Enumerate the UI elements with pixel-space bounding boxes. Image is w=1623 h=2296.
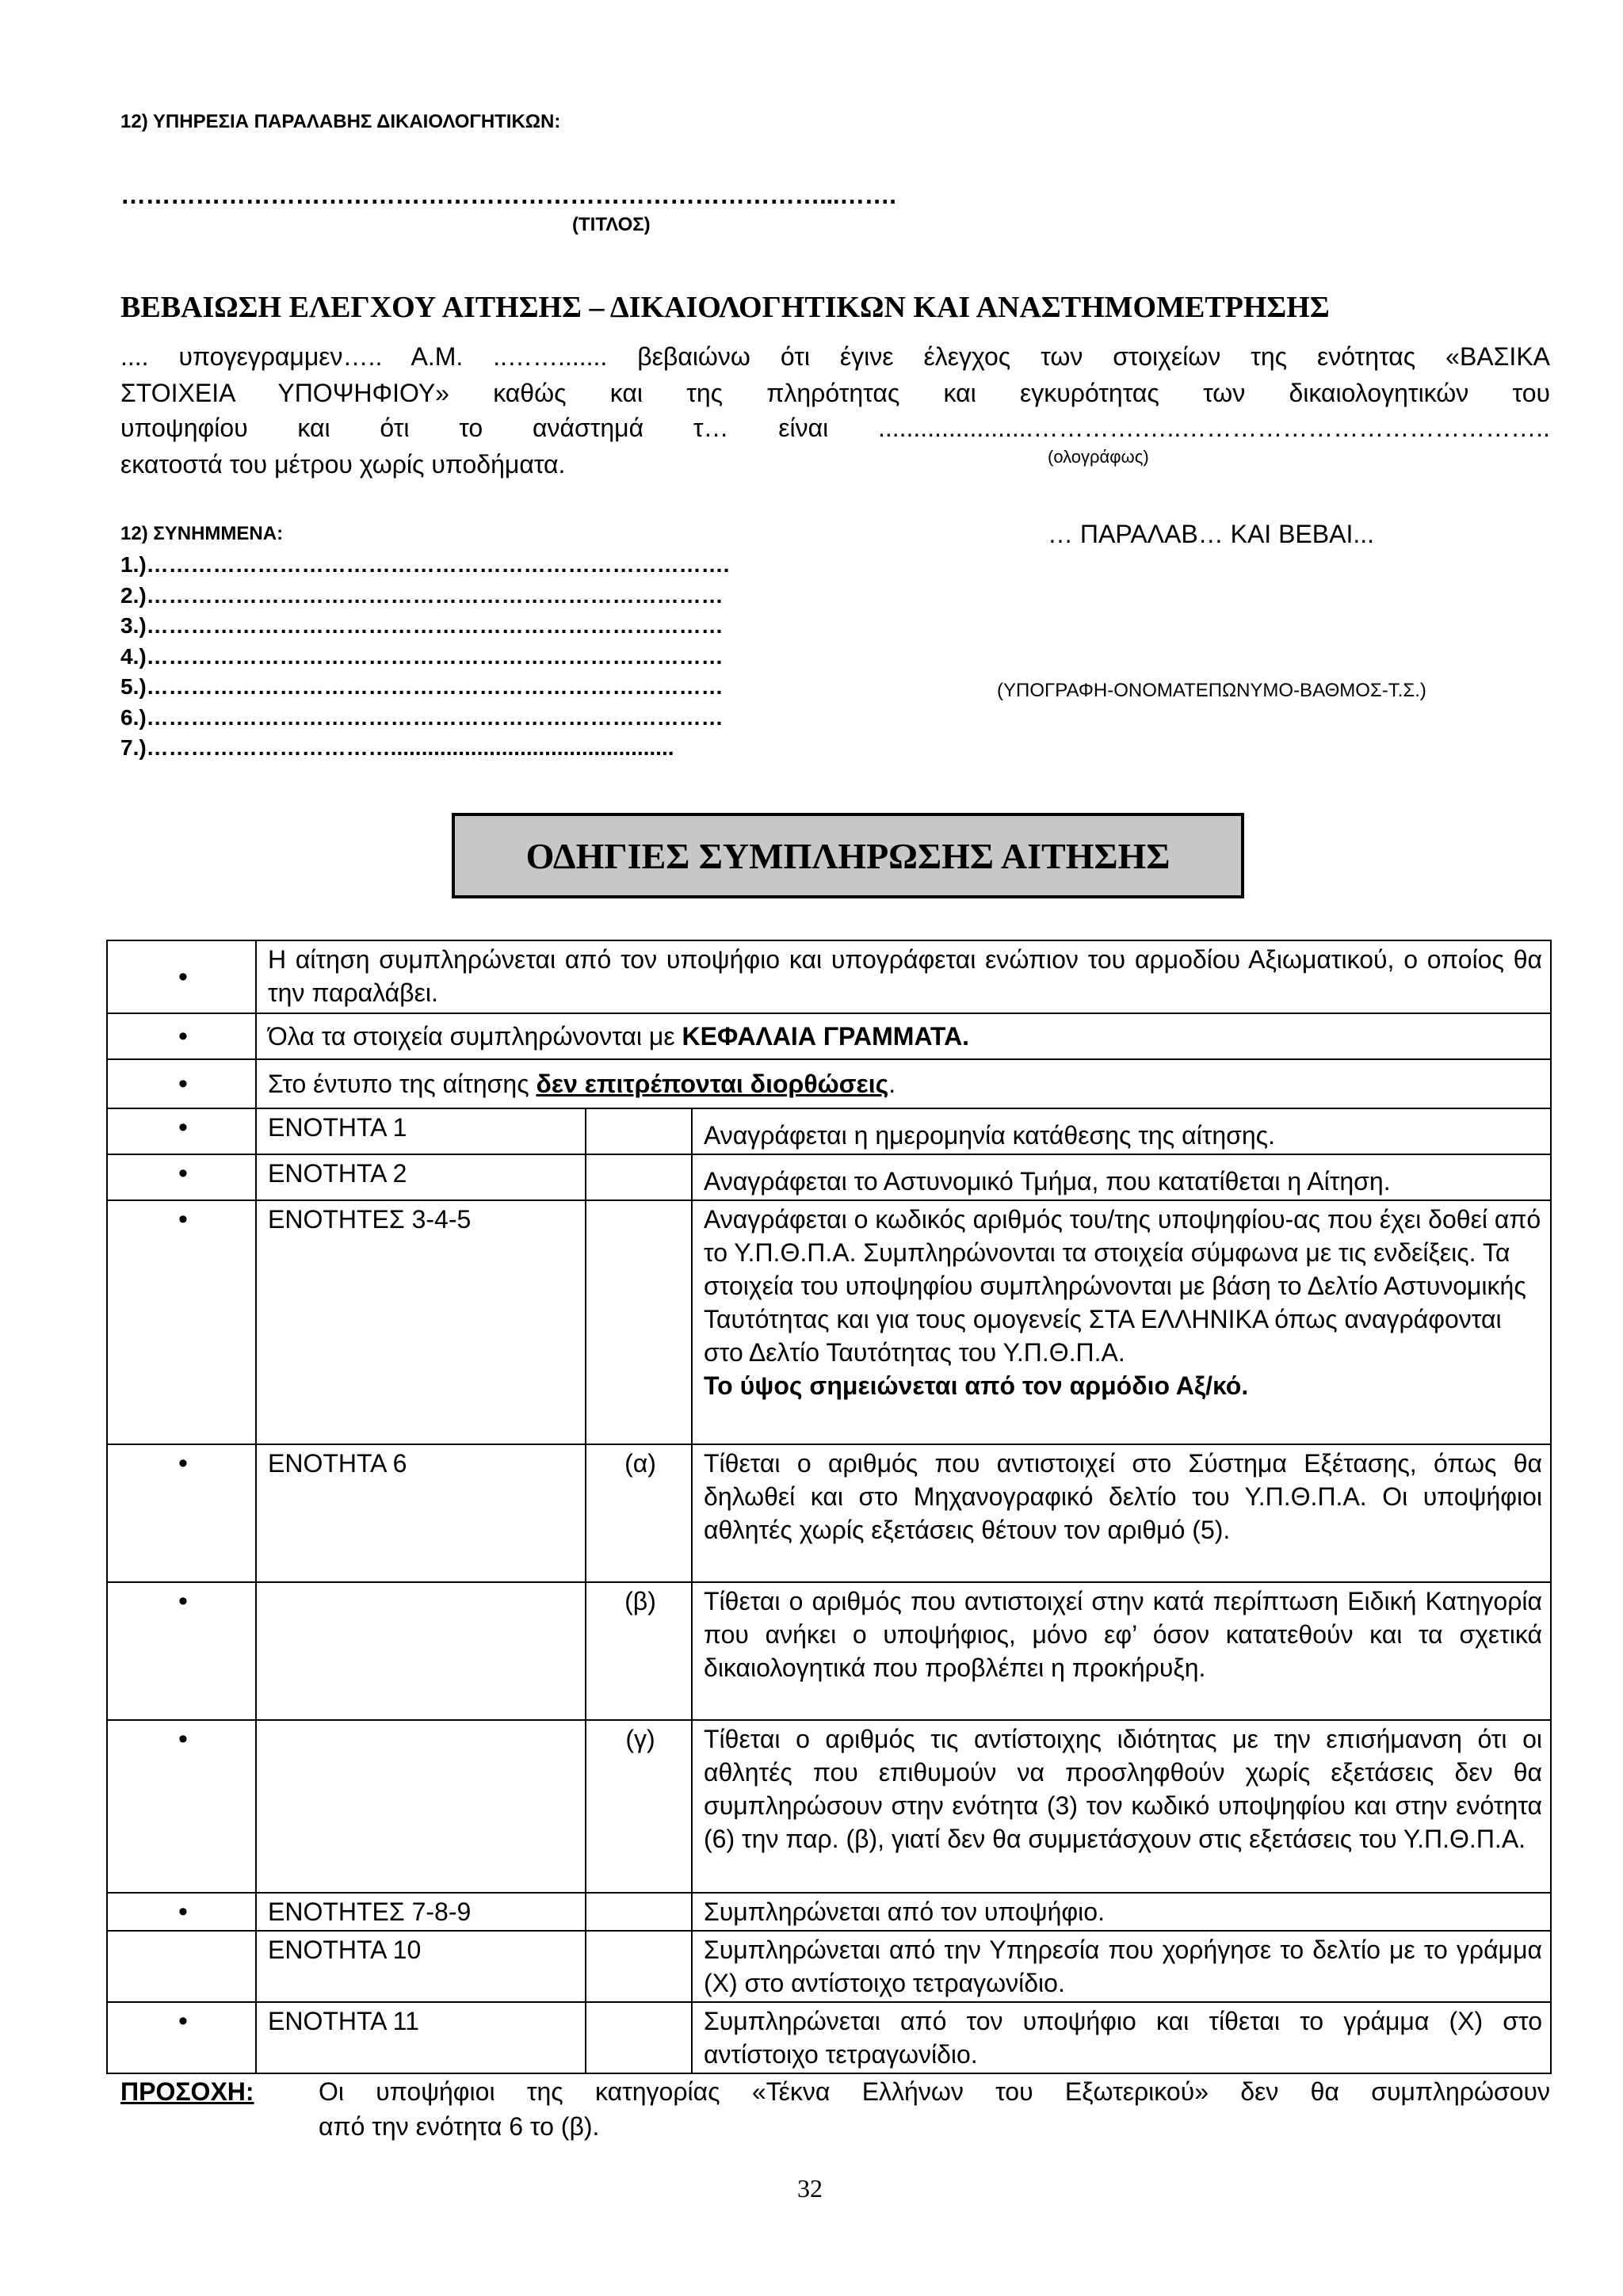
section-cell: ΕΝΟΤΗΤΑ 1 bbox=[256, 1108, 586, 1154]
signature-caption: (ΥΠΟΓΡΑΦΗ-ΟΝΟΜΑΤΕΠΩΝΥΜΟ-ΒΑΘΜΟΣ-Τ.Σ.) bbox=[997, 680, 1426, 701]
table-row bbox=[107, 1200, 1551, 1444]
instructions-title-box bbox=[452, 813, 1244, 898]
general-instruction-2-text: Όλα τα στοιχεία συμπληρώνονται με bbox=[268, 1022, 682, 1051]
bullet: • bbox=[107, 1154, 256, 1200]
table-row bbox=[107, 1582, 1551, 1720]
certificate-line-3: υποψηφίου και ότι το ανάστημά τ… είναι ......................………….…..…………………………………….. bbox=[120, 414, 1550, 442]
bullet: • bbox=[107, 1200, 256, 1444]
attachments-label: 12) ΣΥΝΗΜΜΕΝΑ: bbox=[120, 523, 284, 544]
description-cell: Αναγράφεται η ημερομηνία κατάθεσης της αίτησης. bbox=[692, 1108, 1551, 1154]
bullet: • bbox=[107, 1444, 256, 1582]
sub-cell bbox=[586, 2002, 692, 2073]
section-cell: ΕΝΟΤΗΤΑ 11 bbox=[256, 2002, 586, 2073]
bullet: • bbox=[107, 1108, 256, 1154]
description-cell: Τίθεται ο αριθμός που αντιστοιχεί στην κατά περίπτωση Ειδική Κατηγορία που ανήκει ο υποψήφιος, μόνο εφ’ όσον κατατεθούν και τα σχετικά δικαιολογητικά που προβλέπει η προκήρυξη. bbox=[692, 1582, 1551, 1720]
sub-cell bbox=[586, 1931, 692, 2002]
description-cell: Συμπληρώνεται από τον υποψήφιο και τίθεται το γράμμα (Χ) στο αντίστοιχο τετραγωνίδιο. bbox=[692, 2002, 1551, 2073]
table-row bbox=[107, 1059, 1551, 1108]
attachment-item: 7.)…………………………….............................................. bbox=[120, 735, 674, 760]
attachment-item: 6.)…………………………………………………………………… bbox=[120, 704, 724, 730]
attachment-item: 1.)……………………………………………………………………. bbox=[120, 552, 730, 577]
instructions-table bbox=[106, 940, 1552, 2074]
description-cell: Αναγράφεται το Αστυνομικό Τμήμα, που κατατίθεται η Αίτηση. bbox=[692, 1154, 1551, 1200]
table-row bbox=[107, 1720, 1551, 1893]
notice-line-1: Οι υποψήφιοι της κατηγορίας «Τέκνα Ελλήνων του Εξωτερικού» δεν θα συμπληρώσουν bbox=[319, 2077, 1550, 2106]
description-text: Αναγράφεται ο κωδικός αριθμός του/της υποψηφίου-ας που έχει δοθεί από το Υ.Π.Θ.Π.Α. Συμπληρώνονται τα στοιχεία σύμφωνα με τις ενδείξεις. Τα στοιχεία του υποψηφίου συμπληρώνονται με βάση το Δελτίο Αστυνομικής Ταυτότητας και για τους ομογενείς ΣΤΑ ΕΛΛΗΝΙΚΑ όπως αναγράφονται στο Δελτίο Ταυτότητας του Υ.Π.Θ.Π.Α. bbox=[704, 1205, 1541, 1367]
attachment-item: 5.)…………………………………………………………………… bbox=[120, 674, 724, 699]
bullet: • bbox=[107, 940, 256, 1013]
bullet: • bbox=[107, 1720, 256, 1893]
notice-label: ΠΡΟΣΟΧΗ: bbox=[120, 2077, 254, 2106]
title-dots: …………………………………………………………………………...……. bbox=[120, 181, 896, 209]
description-bold-text: Το ύψος σημειώνεται από τον αρμόδιο Αξ/κό. bbox=[704, 1371, 1249, 1400]
general-instruction-3-suffix: . bbox=[888, 1070, 896, 1098]
section-cell: ΕΝΟΤΗΤΑ 10 bbox=[256, 1931, 586, 2002]
section-cell bbox=[256, 1582, 586, 1720]
description-cell: Συμπληρώνεται από τον υποψήφιο. bbox=[692, 1893, 1551, 1931]
table-row bbox=[107, 1444, 1551, 1582]
description-cell: Τίθεται ο αριθμός τις αντίστοιχης ιδιότητας με την επισήμανση ότι οι αθλητές που επιθυμούν να προσληφθούν χωρίς εξετάσεις δεν θα συμπληρώσουν στην ενότητα (3) τον κωδικό υποψηφίου και στην ενότητα (6) την παρ. (β), γιατί δεν θα συμμετάσχουν στις εξετάσεις του Υ.Π.Θ.Π.Α. bbox=[692, 1720, 1551, 1893]
bullet-empty bbox=[107, 1931, 256, 2002]
general-instruction-3-text: Στο έντυπο της αίτησης bbox=[268, 1070, 537, 1098]
general-instruction-3 bbox=[256, 1059, 1551, 1108]
sub-cell: (α) bbox=[586, 1444, 692, 1582]
certificate-heading: ΒΕΒΑΙΩΣΗ ΕΛΕΓΧΟΥ ΑΙΤΗΣΗΣ – ΔΙΚΑΙΟΛΟΓΗΤΙΚΩΝ ΚΑΙ ΑΝΑΣΤΗΜΟΜΕΤΡΗΣΗΣ bbox=[120, 291, 1330, 324]
general-instruction-3-bold: δεν επιτρέπονται διορθώσεις bbox=[536, 1070, 889, 1098]
table-row bbox=[107, 1154, 1551, 1200]
attachment-item: 2.)…………………………………………………………………… bbox=[120, 582, 724, 608]
general-instruction-2-bold: ΚΕΦΑΛΑΙΑ ΓΡΑΜΜΑΤΑ. bbox=[682, 1022, 970, 1051]
instructions-title: ΟΔΗΓΙΕΣ ΣΥΜΠΛΗΡΩΣΗΣ ΑΙΤΗΣΗΣ bbox=[525, 835, 1170, 876]
certificate-line-2: ΣΤΟΙΧΕΙΑ ΥΠΟΨΗΦΙΟΥ» καθώς και της πληρότητας και εγκυρότητας των δικαιολογητικών του bbox=[120, 379, 1550, 407]
received-label: … ΠΑΡΑΛΑΒ… ΚΑΙ ΒΕΒΑΙ... bbox=[1048, 520, 1375, 548]
bullet: • bbox=[107, 1893, 256, 1931]
bullet: • bbox=[107, 1013, 256, 1059]
notice-line-2: από την ενότητα 6 το (β). bbox=[319, 2112, 600, 2141]
section-cell bbox=[256, 1720, 586, 1893]
general-instruction-1: Η αίτηση συμπληρώνεται από τον υποψήφιο και υπογράφεται ενώπιον του αρμοδίου Αξιωματικού, ο οποίος θα την παραλάβει. bbox=[256, 940, 1551, 1013]
section-cell: ΕΝΟΤΗΤΕΣ 7-8-9 bbox=[256, 1893, 586, 1931]
in-words-caption: (ολογράφως) bbox=[1048, 447, 1149, 467]
attachment-item: 3.)…………………………………………………………………… bbox=[120, 613, 724, 638]
description-cell: Τίθεται ο αριθμός που αντιστοιχεί στο Σύστημα Εξέτασης, όπως θα δηλωθεί και στο Μηχανογραφικό δελτίο του Υ.Π.Θ.Π.Α. Οι υποψήφιοι αθλητές χωρίς εξετάσεις θέτουν τον αριθμό (5). bbox=[692, 1444, 1551, 1582]
sub-cell bbox=[586, 1893, 692, 1931]
section-cell: ΕΝΟΤΗΤΑ 6 bbox=[256, 1444, 586, 1582]
table-row bbox=[107, 1108, 1551, 1154]
sub-cell: (β) bbox=[586, 1582, 692, 1720]
page-number: 32 bbox=[797, 2174, 823, 2203]
section-cell: ΕΝΟΤΗΤΕΣ 3-4-5 bbox=[256, 1200, 586, 1444]
sub-cell bbox=[586, 1154, 692, 1200]
description-cell: Συμπληρώνεται από την Υπηρεσία που χορήγησε το δελτίο με το γράμμα (Χ) στο αντίστοιχο τετραγωνίδιο. bbox=[692, 1931, 1551, 2002]
title-caption: (ΤΙΤΛΟΣ) bbox=[572, 214, 651, 235]
bullet: • bbox=[107, 1059, 256, 1108]
certificate-line-1: .... υπογεγραμμεν….. Α.Μ. ..……....... βεβαιώνω ότι έγινε έλεγχος των στοιχείων της ενότητας «ΒΑΣΙΚΑ bbox=[120, 342, 1550, 371]
table-row bbox=[107, 1893, 1551, 1931]
sub-cell bbox=[586, 1108, 692, 1154]
certificate-line-4: εκατοστά του μέτρου χωρίς υποδήματα. bbox=[120, 450, 566, 479]
table-row bbox=[107, 1013, 1551, 1059]
bullet: • bbox=[107, 1582, 256, 1720]
description-cell bbox=[692, 1200, 1551, 1444]
service-label: 12) ΥΠΗΡΕΣΙΑ ΠΑΡΑΛΑΒΗΣ ΔΙΚΑΙΟΛΟΓΗΤΙΚΩΝ: bbox=[120, 111, 561, 132]
general-instruction-2 bbox=[256, 1013, 1551, 1059]
bullet: • bbox=[107, 2002, 256, 2073]
table-row bbox=[107, 940, 1551, 1013]
attachments-list bbox=[120, 550, 729, 764]
attachment-item: 4.)…………………………………………………………………… bbox=[120, 643, 724, 669]
table-row bbox=[107, 2002, 1551, 2073]
sub-cell: (γ) bbox=[586, 1720, 692, 1893]
section-cell: ΕΝΟΤΗΤΑ 2 bbox=[256, 1154, 586, 1200]
table-row bbox=[107, 1931, 1551, 2002]
sub-cell bbox=[586, 1200, 692, 1444]
